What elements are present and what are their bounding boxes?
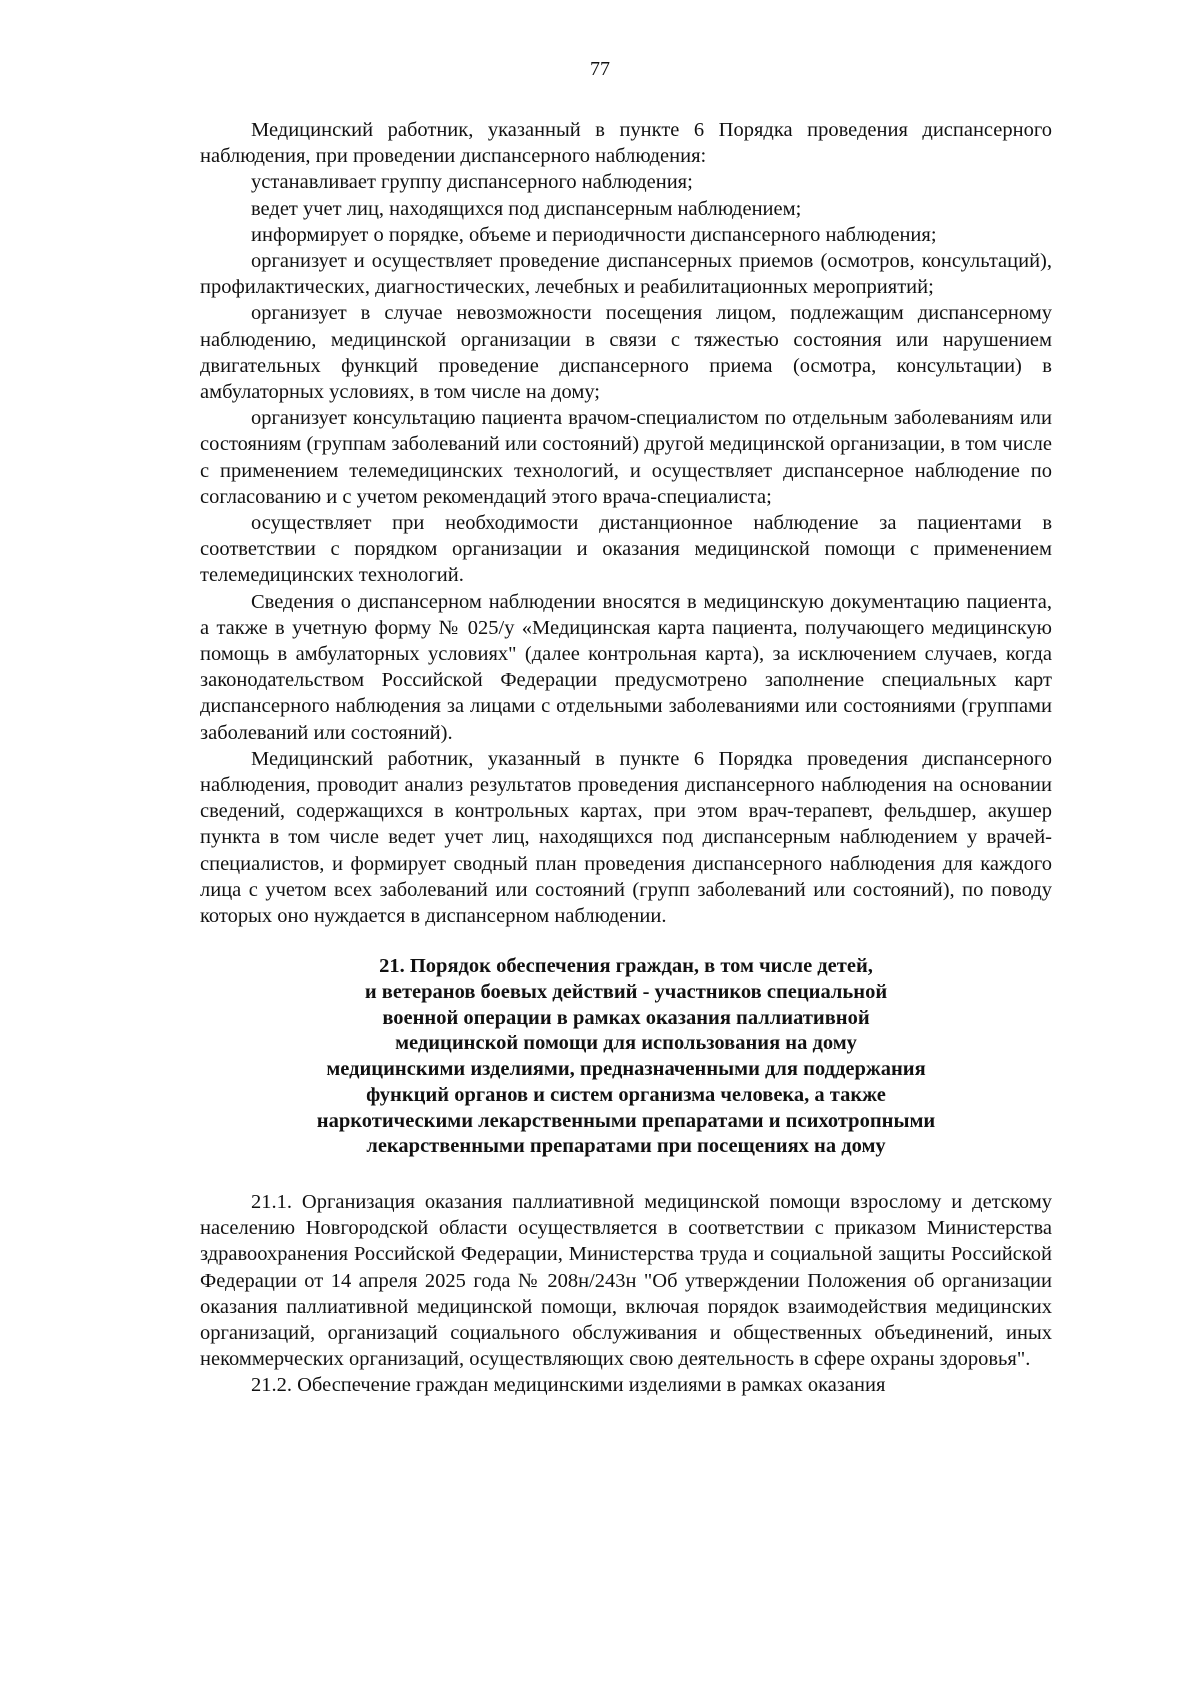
paragraph: Медицинский работник, указанный в пункте 6 Порядка проведения диспансерного наблюдения, при проведении диспансерного наблюдения: [200,119,1052,168]
section-heading [200,954,1052,1160]
section-heading-line: функций органов и систем организма человека, а также [366,1083,886,1106]
paragraph: 21.2. Обеспечение граждан медицинскими изделиями в рамках оказания [251,1374,886,1397]
paragraph: Сведения о диспансерном наблюдении вносятся в медицинскую документацию пациента, а также в учетную форму № 025/у «Медицинская карта пациента, получающего медицинскую помощь в амбулаторных условиях" (далее контрольная карта), за исключением случаев, когда законодательством Российской Федерации предусмотрено заполнение специальных карт диспансерного наблюдения за лицами с отдельными заболеваниями или состояниями (группами заболеваний или состояний). [200,590,1052,744]
paragraph: устанавливает группу диспансерного наблюдения; [251,171,693,194]
paragraph: информирует о порядке, объеме и периодичности диспансерного наблюдения; [251,223,937,246]
paragraph: организует в случае невозможности посещения лицом, подлежащим диспансерному наблюдению, медицинской организации в связи с тяжестью состояния или нарушением двигательных функций проведение диспансерного приема (осмотра, консультации) в амбулаторных условиях, в том числе на дому; [200,302,1052,404]
page-number: 77 [590,58,610,80]
section-heading-line: и ветеранов боевых действий - участников специальной [364,981,888,1003]
paragraph: организует и осуществляет проведение диспансерных приемов (осмотров, консультаций), профилактических, диагностических, лечебных и реабилитационных мероприятий; [200,250,1052,299]
section-heading-line: медицинскими изделиями, предназначенными для поддержания [326,1058,926,1081]
paragraph: осуществляет при необходимости дистанционное наблюдение за пациентами в соответствии с порядком организации и оказания медицинской помощи с применением телемедицинских технологий. [200,512,1052,587]
paragraph: Медицинский работник, указанный в пункте 6 Порядка проведения диспансерного наблюдения, проводит анализ результатов проведения диспансерного наблюдения на основании сведений, содержащихся в контрольных картах, при этом врач-терапевт, фельдшер, акушер пункта в том числе ведет учет лиц, находящихся под диспансерным наблюдением у врачей-специалистов, и формирует сводный план проведения диспансерного наблюдения для каждого лица с учетом всех заболеваний или состояний (групп заболеваний или состояний), по поводу которых оно нуждается в диспансерном наблюдении. [200,747,1052,928]
paragraph: ведет учет лиц, находящихся под диспансерным наблюдением; [251,197,802,220]
paragraph: 21.1. Организация оказания паллиативной медицинской помощи взрослому и детскому населению Новгородской области осуществляется в соответствии с приказом Министерства здравоохранения Российской Федерации, Министерства труда и социальной защиты Российской Федерации от 14 апреля 2025 года № 208н/243н "Об утверждении Положения об организации оказания паллиативной медицинской помощи, включая порядок взаимодействия медицинских организаций, организаций социального обслуживания и общественных объединений, иных некоммерческих организаций, осуществляющих свою деятельность в сфере охраны здоровья". [200,1190,1052,1371]
section-heading-line: военной операции в рамках оказания паллиативной [382,1006,870,1029]
document-body [200,117,1052,1399]
section-heading-line: 21. Порядок обеспечения граждан, в том числе детей, [379,955,873,978]
section-heading-line: наркотическими лекарственными препаратами и психотропными [316,1109,936,1132]
section-heading-line: лекарственными препаратами при посещениях на дому [366,1135,886,1158]
section-heading-line: медицинской помощи для использования на дому [395,1032,857,1055]
paragraph: организует консультацию пациента врачом-специалистом по отдельным заболеваниям или состояниям (группам заболеваний или состояний) другой медицинской организации, в том числе с применением телемедицинских технологий, и осуществляет диспансерное наблюдение по согласованию и с учетом рекомендаций этого врача-специалиста; [200,407,1052,508]
